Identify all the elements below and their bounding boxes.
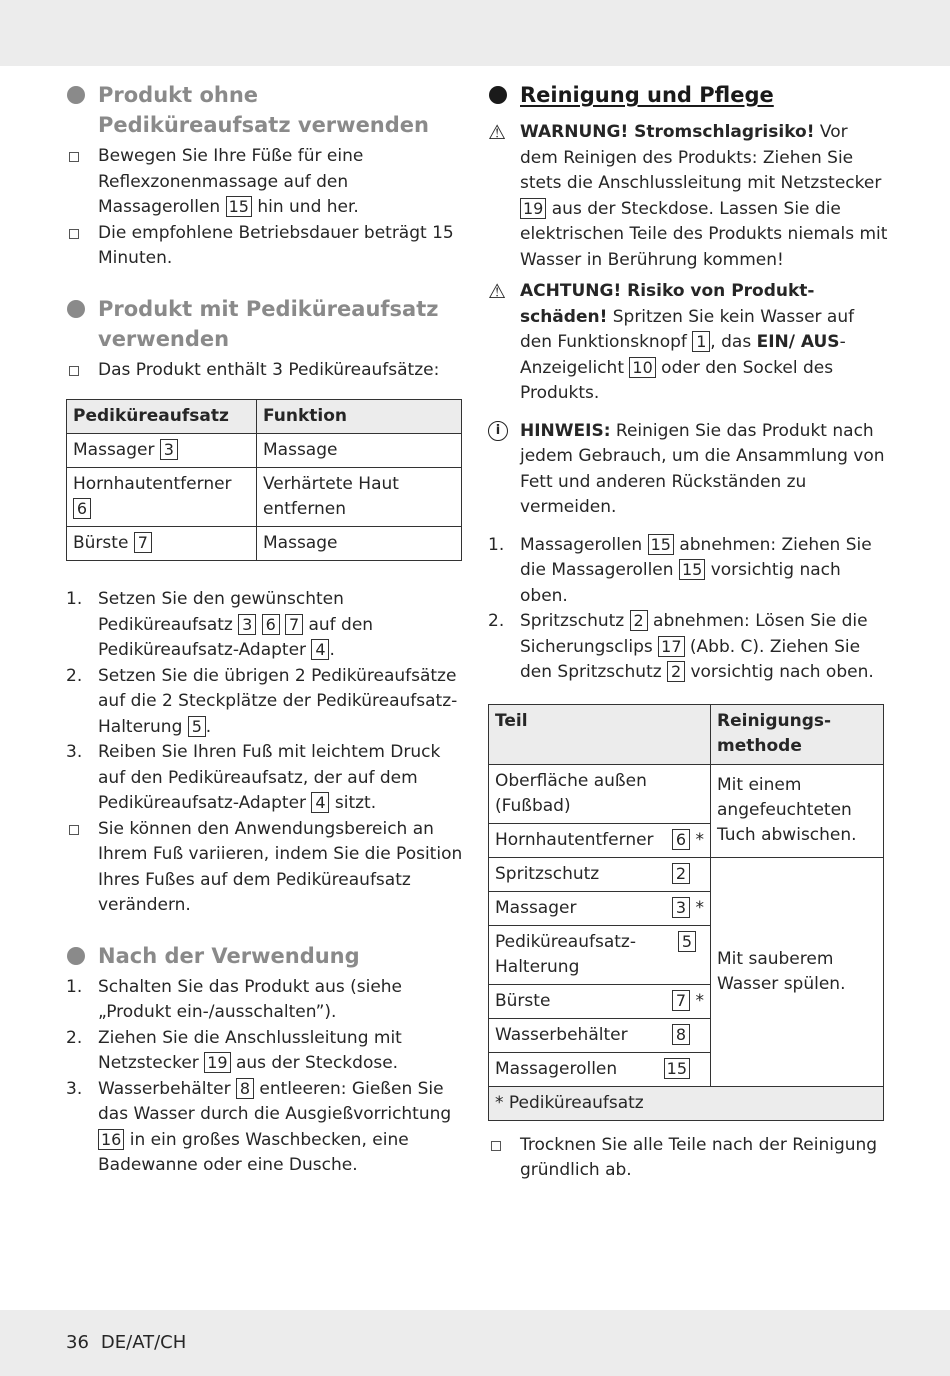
ref-box: 6 xyxy=(73,498,91,519)
ref-box: 6 xyxy=(262,614,280,635)
bullet-dot-icon xyxy=(67,86,85,104)
ref-box: 3 xyxy=(238,614,256,635)
ref-box: 4 xyxy=(311,639,329,660)
heading-after-use: Nach der Verwendung xyxy=(66,941,466,971)
ref-box: 1 xyxy=(692,331,710,352)
warning-triangle-icon: ⚠ xyxy=(488,120,506,144)
heading-with-attachment: Produkt mit Pediküreaufsatz verwenden xyxy=(66,294,466,354)
checkbox-square-icon xyxy=(69,366,79,376)
ref-box: 8 xyxy=(672,1024,690,1045)
ref-box: 2 xyxy=(630,610,648,631)
heading-cleaning: Reinigung und Pflege xyxy=(488,80,888,110)
attachment-table xyxy=(66,399,462,561)
heading-without-attachment: Produkt ohne Pediküreaufsatz verwenden xyxy=(66,80,466,140)
table-row: Pediküreaufsatz-Halterung 5 xyxy=(489,925,884,984)
bullet-item: Das Produkt enthält 3 Pediküreaufsätze: xyxy=(66,358,466,384)
table-footnote-row: * Pediküreaufsatz xyxy=(489,1086,884,1120)
checkbox-square-icon xyxy=(491,1141,501,1151)
table-header: Teil xyxy=(489,704,711,764)
top-band xyxy=(0,0,950,66)
warning-triangle-icon: ⚠ xyxy=(488,279,506,303)
ref-box: 2 xyxy=(667,661,685,682)
warning-electric: ⚠ WARNUNG! Stromschlagrisiko! Vor dem Reinigen des Produkts: Ziehen Sie stets die Anschlussleitung mit Netzstecker 19 aus der Steckdose. Lassen Sie die elektrischen Teile des Produkts niemals mit Wasser in Berührung kommen! xyxy=(488,120,888,270)
ref-box: 2 xyxy=(672,863,690,884)
table-row: Wasserbehälter 8 xyxy=(489,1018,884,1052)
numbered-step: 1. Schalten Sie das Produkt aus (siehe „Produkt ein-/ausschalten”). xyxy=(66,976,403,1022)
bullet-item: Sie können den Anwendungsbereich an Ihrem Fuß variieren, indem Sie die Position Ihres Fußes auf dem Pediküreaufsatz verändern. xyxy=(66,817,466,919)
numbered-step: 2. Setzen Sie die übrigen 2 Pediküreaufsätze auf die 2 Steckplätze der Pediküreaufsatz-Halterung 5 . xyxy=(66,665,458,737)
table-row: Spritzschutz 2 Mit sauberem Wasser spülen. xyxy=(489,857,884,891)
ref-box: 3 xyxy=(160,439,178,460)
ref-box: 6 xyxy=(672,829,690,850)
page-footer xyxy=(66,1332,186,1353)
table-header: Reinigungs-methode xyxy=(711,704,884,764)
table-row: Massager 3 * xyxy=(489,891,884,925)
numbered-step: 1. Setzen Sie den gewünschten Pediküreaufsatz 3 6 7 auf den Pediküreaufsatz-Adapter 4 . xyxy=(66,589,374,660)
table-row: Bürste 7 Massage xyxy=(67,527,462,561)
table-row: Hornhautentferner 6 Verhärtete Haut entfernen xyxy=(67,468,462,527)
checkbox-square-icon xyxy=(69,825,79,835)
bullet-item: Bewegen Sie Ihre Füße für eine Reflexzonenmassage auf den Massagerollen 15 hin und her. xyxy=(66,144,466,221)
left-column xyxy=(66,80,466,1179)
ref-box: 15 xyxy=(679,559,705,580)
ref-box: 19 xyxy=(520,198,546,219)
ref-box: 7 xyxy=(134,532,152,553)
numbered-step: 1. Massagerollen 15 abnehmen: Ziehen Sie die Massagerollen 15 vorsichtig nach oben. xyxy=(488,534,872,606)
numbered-step: 3. Wasserbehälter 8 entleeren: Gießen Sie das Wasser durch die Ausgießvorrichtung 16 in ein großes Waschbecken, eine Badewanne oder eine Dusche. xyxy=(66,1078,452,1175)
warning-damage: ⚠ ACHTUNG! Risiko von Produkt-schäden! Spritzen Sie kein Wasser auf den Funktionsknopf 1 , das EIN/ AUS-Anzeigelicht 10 oder den Sockel des Produkts. xyxy=(488,279,855,403)
ref-box: 15 xyxy=(648,534,674,555)
ref-box: 8 xyxy=(236,1078,254,1099)
info-icon: i xyxy=(488,421,508,441)
table-row: Oberfläche außen (Fußbad) Mit einem angefeuchteten Tuch abwischen. xyxy=(489,764,884,823)
checkbox-square-icon xyxy=(69,229,79,239)
page-number: 36 xyxy=(66,1332,89,1353)
bullet-dot-icon xyxy=(67,300,85,318)
ref-box: 10 xyxy=(629,357,655,378)
hint-note: i HINWEIS: Reinigen Sie das Produkt nach jedem Gebrauch, um die Ansammlung von Fett und anderen Rückständen zu vermeiden. xyxy=(488,419,888,521)
region-label: DE/AT/CH xyxy=(100,1332,187,1353)
numbered-step: 3. Reiben Sie Ihren Fuß mit leichtem Druck auf den Pediküreaufsatz, der auf dem Pediküreaufsatz-Adapter 4 sitzt. xyxy=(66,742,441,813)
bullet-item: Trocknen Sie alle Teile nach der Reinigung gründlich ab. xyxy=(488,1133,888,1184)
table-row: Hornhautentferner 6 * xyxy=(489,823,884,857)
bullet-item: Die empfohlene Betriebsdauer beträgt 15 Minuten. xyxy=(66,221,466,272)
table-header: Pediküreaufsatz xyxy=(67,400,257,434)
ref-box: 4 xyxy=(311,792,329,813)
ref-box: 15 xyxy=(226,196,252,217)
ref-box: 7 xyxy=(285,614,303,635)
table-row: Massager 3 Massage xyxy=(67,434,462,468)
bullet-dot-icon xyxy=(67,947,85,965)
table-row: Massagerollen 15 xyxy=(489,1052,884,1086)
ref-box: 17 xyxy=(658,636,684,657)
ref-box: 16 xyxy=(98,1129,124,1150)
table-header: Funktion xyxy=(257,400,462,434)
ref-box: 3 xyxy=(672,897,690,918)
bullet-dot-icon xyxy=(489,86,507,104)
numbered-step: 2. Spritzschutz 2 abnehmen: Lösen Sie die Sicherungsclips 17 (Abb. C). Ziehen Sie den Spritzschutz 2 vorsichtig nach oben. xyxy=(488,611,874,682)
ref-box: 5 xyxy=(678,931,696,952)
ref-box: 15 xyxy=(664,1058,690,1079)
right-column xyxy=(488,80,888,1184)
ref-box: 19 xyxy=(204,1052,230,1073)
ref-box: 5 xyxy=(188,716,206,737)
ref-box: 7 xyxy=(672,990,690,1011)
table-row: Bürste 7 * xyxy=(489,984,884,1018)
cleaning-table xyxy=(488,704,884,1121)
numbered-step: 2. Ziehen Sie die Anschlussleitung mit Netzstecker 19 aus der Steckdose. xyxy=(66,1027,402,1073)
checkbox-square-icon xyxy=(69,152,79,162)
